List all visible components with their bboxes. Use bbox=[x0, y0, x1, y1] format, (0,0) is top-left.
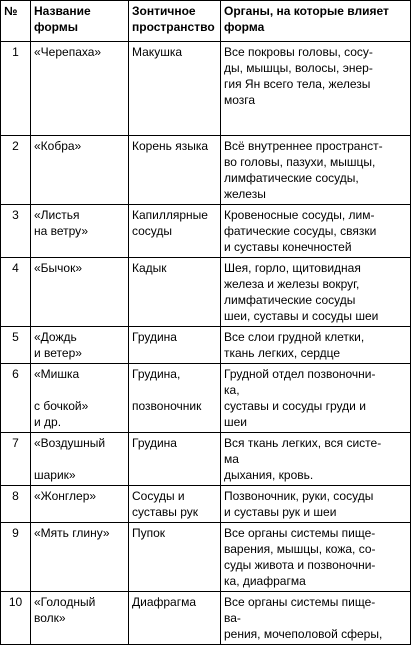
cell-num bbox=[1, 42, 31, 136]
cell-organs-line: железы bbox=[224, 187, 266, 201]
cell-zone-line: Грудина, bbox=[132, 367, 181, 381]
cell-num bbox=[1, 592, 31, 645]
cell-zone-line: Кадык bbox=[132, 261, 167, 275]
cell-zone-line: Сосуды и bbox=[132, 489, 185, 503]
cell-organs-line: Шея, горло, щитовидная bbox=[224, 261, 361, 275]
table-row bbox=[1, 433, 411, 486]
cell-zone-line: Диафрагма bbox=[132, 595, 197, 609]
cell-organs-line: ма bbox=[224, 452, 239, 466]
cell-form-name-line bbox=[34, 451, 125, 467]
cell-zone bbox=[129, 486, 221, 523]
cell-organs bbox=[221, 364, 411, 433]
cell-zone-line: Капиллярные bbox=[132, 208, 208, 222]
table-row bbox=[1, 258, 411, 327]
cell-form-name-line: «Жонглер» bbox=[34, 489, 97, 503]
cell-num bbox=[1, 486, 31, 523]
cell-organs-line: Все покровы головы, сосу- bbox=[224, 45, 373, 59]
cell-form-name-line: «Мять глину» bbox=[34, 526, 110, 540]
row-number: 8 bbox=[12, 489, 19, 503]
cell-organs-line: и суставы рук и шеи bbox=[224, 505, 337, 519]
cell-zone-line: суставы рук bbox=[132, 505, 199, 519]
cell-organs-line: гия Ян всего тела, железы bbox=[224, 77, 371, 91]
cell-organs bbox=[221, 592, 411, 645]
table-row bbox=[1, 136, 411, 205]
cell-form-name-line: «Дождь bbox=[34, 330, 77, 344]
cell-zone bbox=[129, 42, 221, 136]
table-row bbox=[1, 205, 411, 258]
cell-form-name bbox=[31, 433, 129, 486]
header-organs: Органы, на которые влияет форма bbox=[221, 1, 411, 42]
cell-organs-line: суды живота и позвоночни- bbox=[224, 558, 376, 572]
cell-form-name-line: на ветру» bbox=[34, 224, 88, 238]
cell-form-name-line: и ветер» bbox=[34, 346, 82, 360]
cell-organs-line: Все слои грудной клетки, bbox=[224, 330, 365, 344]
cell-zone-line: сосуды bbox=[132, 224, 173, 238]
cell-form-name-line: «Голодный bbox=[34, 595, 96, 609]
cell-form-name bbox=[31, 205, 129, 258]
cell-organs bbox=[221, 486, 411, 523]
header-row bbox=[1, 1, 411, 42]
row-number: 7 bbox=[12, 436, 19, 450]
cell-organs-line: Всё внутреннее пространст- bbox=[224, 139, 383, 153]
cell-form-name bbox=[31, 523, 129, 592]
cell-organs bbox=[221, 433, 411, 486]
cell-organs-line: дыхания, кровь. bbox=[224, 468, 314, 482]
cell-zone bbox=[129, 136, 221, 205]
cell-form-name-line: шарик» bbox=[34, 468, 76, 482]
cell-organs-line: варения, мышцы, кожа, со- bbox=[224, 542, 376, 556]
cell-organs-line: ка, bbox=[224, 383, 240, 397]
cell-organs-line: ткань легких, сердце bbox=[224, 346, 341, 360]
cell-form-name bbox=[31, 364, 129, 433]
cell-zone-line: позвоночник bbox=[132, 399, 202, 413]
cell-organs-line: ды, мышцы, волосы, энер- bbox=[224, 61, 373, 75]
cell-zone bbox=[129, 327, 221, 364]
cell-organs-line: ва- bbox=[224, 611, 241, 625]
cell-num bbox=[1, 364, 31, 433]
cell-form-name bbox=[31, 592, 129, 645]
table-row bbox=[1, 364, 411, 433]
cell-zone-line: Грудина bbox=[132, 330, 177, 344]
cell-organs-line: лимфатические сосуды, bbox=[224, 171, 359, 185]
cell-form-name-line: «Кобра» bbox=[34, 139, 82, 153]
row-number: 1 bbox=[12, 45, 19, 59]
row-number: 6 bbox=[12, 367, 19, 381]
cell-form-name-line: и др. bbox=[34, 415, 62, 429]
cell-organs-line: ка, диафрагма bbox=[224, 574, 306, 588]
cell-zone bbox=[129, 523, 221, 592]
cell-zone-line bbox=[132, 382, 217, 398]
cell-zone bbox=[129, 433, 221, 486]
cell-organs-line: во головы, пазухи, мышцы, bbox=[224, 155, 376, 169]
cell-form-name-line bbox=[34, 382, 125, 398]
cell-organs-line: суставы и сосуды груди и bbox=[224, 399, 366, 413]
header-num: № bbox=[1, 1, 31, 42]
table-row bbox=[1, 592, 411, 645]
cell-form-name-line: «Бычок» bbox=[34, 261, 83, 275]
cell-form-name bbox=[31, 486, 129, 523]
cell-organs-line: мозга bbox=[224, 93, 256, 107]
cell-form-name-line: «Листья bbox=[34, 208, 80, 222]
cell-organs-line: рения, мочеполовой сферы, bbox=[224, 627, 383, 641]
cell-organs bbox=[221, 523, 411, 592]
cell-organs-line: железа и железы вокруг, bbox=[224, 277, 360, 291]
row-number: 9 bbox=[12, 526, 19, 540]
cell-zone-line: Пупок bbox=[132, 526, 166, 540]
cell-num bbox=[1, 523, 31, 592]
cell-num bbox=[1, 258, 31, 327]
table-row bbox=[1, 327, 411, 364]
cell-form-name-line: «Черепаха» bbox=[34, 45, 102, 59]
cell-zone-line: Макушка bbox=[132, 45, 183, 59]
cell-organs-line: шеи, суставы и сосуды шеи bbox=[224, 309, 379, 323]
cell-form-name bbox=[31, 136, 129, 205]
row-number: 10 bbox=[8, 595, 23, 609]
row-number: 5 bbox=[12, 330, 19, 344]
cell-zone-line: Грудина bbox=[132, 436, 177, 450]
cell-organs-line: фатические сосуды, связки bbox=[224, 224, 377, 238]
cell-num bbox=[1, 327, 31, 364]
cell-organs bbox=[221, 136, 411, 205]
cell-organs bbox=[221, 205, 411, 258]
row-number: 2 bbox=[12, 139, 19, 153]
cell-organs bbox=[221, 327, 411, 364]
cell-form-name-line: «Воздушный bbox=[34, 436, 106, 450]
cell-organs-line: лимфатические сосуды bbox=[224, 293, 356, 307]
cell-num bbox=[1, 136, 31, 205]
cell-organs-line: Грудной отдел позвоночни- bbox=[224, 367, 376, 381]
cell-form-name bbox=[31, 258, 129, 327]
table-row bbox=[1, 486, 411, 523]
cell-zone bbox=[129, 592, 221, 645]
cell-zone-line: Корень языка bbox=[132, 139, 209, 153]
cell-form-name bbox=[31, 327, 129, 364]
cell-form-name bbox=[31, 42, 129, 136]
cell-num bbox=[1, 205, 31, 258]
header-name: Название формы bbox=[31, 1, 129, 42]
cell-num bbox=[1, 433, 31, 486]
cell-zone bbox=[129, 364, 221, 433]
cell-organs-line: Все органы системы пище- bbox=[224, 526, 376, 540]
cell-organs-line: Кровеносные сосуды, лим- bbox=[224, 208, 375, 222]
cell-organs-line: Вся ткань легких, вся систе- bbox=[224, 436, 382, 450]
cell-form-name-line: с бочкой» bbox=[34, 399, 89, 413]
header-zone: Зонтичное пространство bbox=[129, 1, 221, 42]
cell-zone bbox=[129, 205, 221, 258]
cell-form-name-line: волк» bbox=[34, 611, 66, 625]
cell-organs-line: Все органы системы пище- bbox=[224, 595, 376, 609]
cell-organs bbox=[221, 42, 411, 136]
cell-zone bbox=[129, 258, 221, 327]
table-row bbox=[1, 42, 411, 136]
cell-form-name-line: «Мишка bbox=[34, 367, 80, 381]
table-row bbox=[1, 523, 411, 592]
row-number: 3 bbox=[12, 208, 19, 222]
cell-organs-line: и суставы конечностей bbox=[224, 240, 352, 254]
cell-organs-line: шеи bbox=[224, 415, 248, 429]
row-number: 4 bbox=[12, 261, 19, 275]
cell-organs bbox=[221, 258, 411, 327]
cell-organs-line: Позвоночник, руки, сосуды bbox=[224, 489, 374, 503]
